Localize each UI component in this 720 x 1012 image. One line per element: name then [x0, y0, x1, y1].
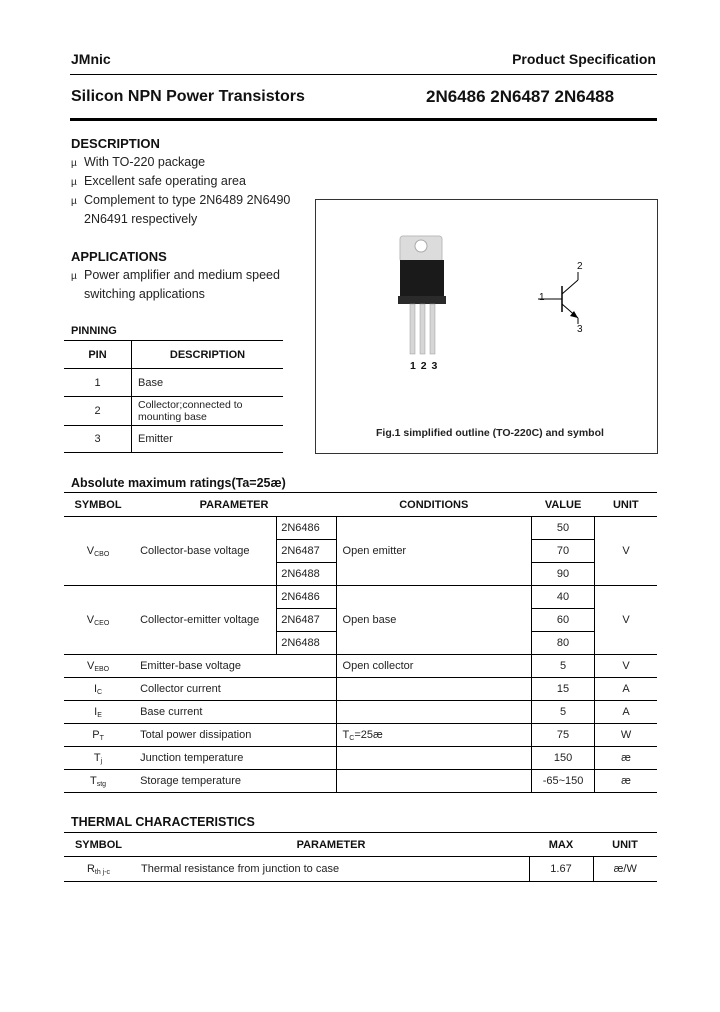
rating-parameter: Storage temperature [140, 775, 241, 787]
description-column-header: DESCRIPTION [169, 348, 246, 361]
rating-unit: W [595, 724, 657, 747]
symbol-emitter-label: 3 [577, 324, 583, 335]
unit-column-header: UNIT [612, 838, 638, 851]
rating-condition [336, 701, 532, 724]
company-name: JMnic [71, 51, 111, 67]
document-type: Product Specification [512, 51, 656, 67]
rating-value: 50 [532, 517, 595, 540]
bullet-icon: µ [71, 158, 77, 169]
rating-value: 15 [556, 683, 570, 695]
rating-value: -65~150 [542, 775, 584, 787]
part-numbers: 2N6486 2N6487 2N6488 [426, 87, 615, 106]
applications-item-continued: switching applications [84, 287, 205, 301]
rating-unit: A [595, 678, 657, 701]
rating-symbol: $I_C$ [93, 682, 103, 696]
rating-condition: Open collector [336, 655, 532, 678]
bullet-icon: µ [71, 196, 77, 207]
rating-parameter: Collector-emitter voltage [132, 586, 277, 655]
pinning-heading: PINNING [71, 325, 117, 337]
table-row [64, 724, 657, 747]
rating-parameter: Collector current [140, 683, 221, 695]
rating-condition: $T_C=25æ$ [336, 724, 532, 747]
rating-condition: Open base [336, 586, 532, 655]
rating-unit: V [595, 517, 657, 586]
symbol-column-header: SYMBOL [74, 498, 122, 511]
description-heading: DESCRIPTION [71, 136, 160, 151]
ratings-table [64, 492, 657, 793]
table-row [64, 397, 283, 426]
bullet-icon: µ [71, 271, 77, 282]
rating-value: 70 [532, 540, 595, 563]
rating-unit: V [595, 655, 657, 678]
value-column-header: VALUE [544, 498, 582, 511]
table-row [64, 586, 657, 609]
ratings-heading: Absolute maximum ratings(Ta=25æ) [71, 476, 286, 490]
description-item: µ Excellent safe operating area [71, 174, 246, 188]
thermal-max: 1.67 [529, 857, 593, 882]
rating-condition [336, 770, 532, 793]
part-number: 2N6487 [277, 540, 336, 563]
table-row [64, 747, 657, 770]
thermal-table [64, 832, 657, 882]
table-row [64, 655, 657, 678]
table-row [64, 678, 657, 701]
symbol-base-label: 1 [539, 292, 545, 303]
symbol-column-header: SYMBOL [74, 838, 123, 851]
pin-description: Emitter [138, 433, 173, 445]
table-row [64, 857, 657, 882]
rating-condition: Open emitter [336, 517, 532, 586]
title-rule [70, 118, 657, 121]
rating-symbol: $T_{stg}$ [90, 774, 107, 788]
part-number: 2N6486 [277, 586, 336, 609]
pin-number: 2 [64, 397, 132, 426]
description-item: µ Complement to type 2N6489 2N6490 [71, 193, 291, 207]
thermal-unit: æ/W [613, 863, 637, 875]
package-pin-labels: 1 2 3 [410, 360, 439, 372]
rating-parameter: Total power dissipation [140, 729, 252, 741]
parameter-column-header: PARAMETER [199, 498, 269, 511]
rating-condition [336, 747, 532, 770]
rating-value: 90 [532, 563, 595, 586]
rating-symbol: $P_T$ [92, 728, 104, 742]
rating-value: 60 [532, 609, 595, 632]
rating-unit: A [595, 701, 657, 724]
part-number: 2N6486 [277, 517, 336, 540]
page-title: Silicon NPN Power Transistors [71, 88, 305, 105]
applications-item: µ Power amplifier and medium speed [71, 268, 280, 282]
symbol-collector-label: 2 [577, 261, 583, 272]
table-row [64, 426, 283, 453]
table-row [64, 517, 657, 540]
rating-value: 80 [532, 632, 595, 655]
rating-parameter: Base current [140, 706, 203, 718]
conditions-column-header: CONDITIONS [399, 498, 469, 511]
figure-box [315, 199, 658, 454]
thermal-symbol: $R_{th j-c}$ [86, 862, 111, 876]
rating-value: 150 [553, 752, 573, 764]
figure-caption: Fig.1 simplified outline (TO-220C) and symbol [376, 427, 604, 439]
rating-unit: æ [595, 770, 657, 793]
to220-package-illustration [316, 200, 657, 453]
unit-column-header: UNIT [612, 498, 639, 511]
parameter-column-header: PARAMETER [296, 838, 366, 851]
description-item-continued: 2N6491 respectively [84, 212, 198, 226]
ratings-header-row [64, 493, 657, 517]
rating-value: 75 [556, 729, 570, 741]
rating-value: 5 [559, 660, 567, 672]
table-row [64, 369, 283, 397]
table-row [64, 701, 657, 724]
max-column-header: MAX [548, 838, 574, 851]
pin-description: Collector;connected to mounting base [138, 399, 243, 423]
table-row [64, 770, 657, 793]
rating-symbol: $I_E$ [94, 705, 102, 719]
rating-symbol: $V_{CEO}$ [64, 586, 132, 655]
pin-description: Base [138, 376, 164, 389]
rating-unit: æ [595, 747, 657, 770]
rating-condition [336, 678, 532, 701]
rating-symbol: $T_j$ [93, 751, 103, 765]
description-item: µ With TO-220 package [71, 155, 206, 169]
thermal-heading: THERMAL CHARACTERISTICS [71, 815, 255, 829]
header-rule [70, 74, 657, 75]
rating-unit: V [595, 586, 657, 655]
rating-symbol: $V_{CBO}$ [64, 517, 132, 586]
rating-parameter: Collector-base voltage [132, 517, 277, 586]
pin-number: 3 [64, 426, 132, 453]
part-number: 2N6488 [277, 632, 336, 655]
pinning-table [64, 340, 283, 453]
pin-column-header: PIN [64, 341, 132, 369]
pinning-header-row [64, 341, 283, 369]
rating-parameter: Emitter-base voltage [140, 660, 241, 672]
rating-symbol: $V_{EBO}$ [86, 659, 110, 673]
bullet-icon: µ [71, 177, 77, 188]
rating-value: 5 [559, 706, 567, 718]
thermal-header-row [64, 833, 657, 857]
part-number: 2N6488 [277, 563, 336, 586]
thermal-parameter: Thermal resistance from junction to case [141, 863, 340, 875]
rating-value: 40 [532, 586, 595, 609]
part-number: 2N6487 [277, 609, 336, 632]
pin-number: 1 [64, 369, 132, 397]
applications-heading: APPLICATIONS [71, 249, 167, 264]
rating-parameter: Junction temperature [140, 752, 244, 764]
